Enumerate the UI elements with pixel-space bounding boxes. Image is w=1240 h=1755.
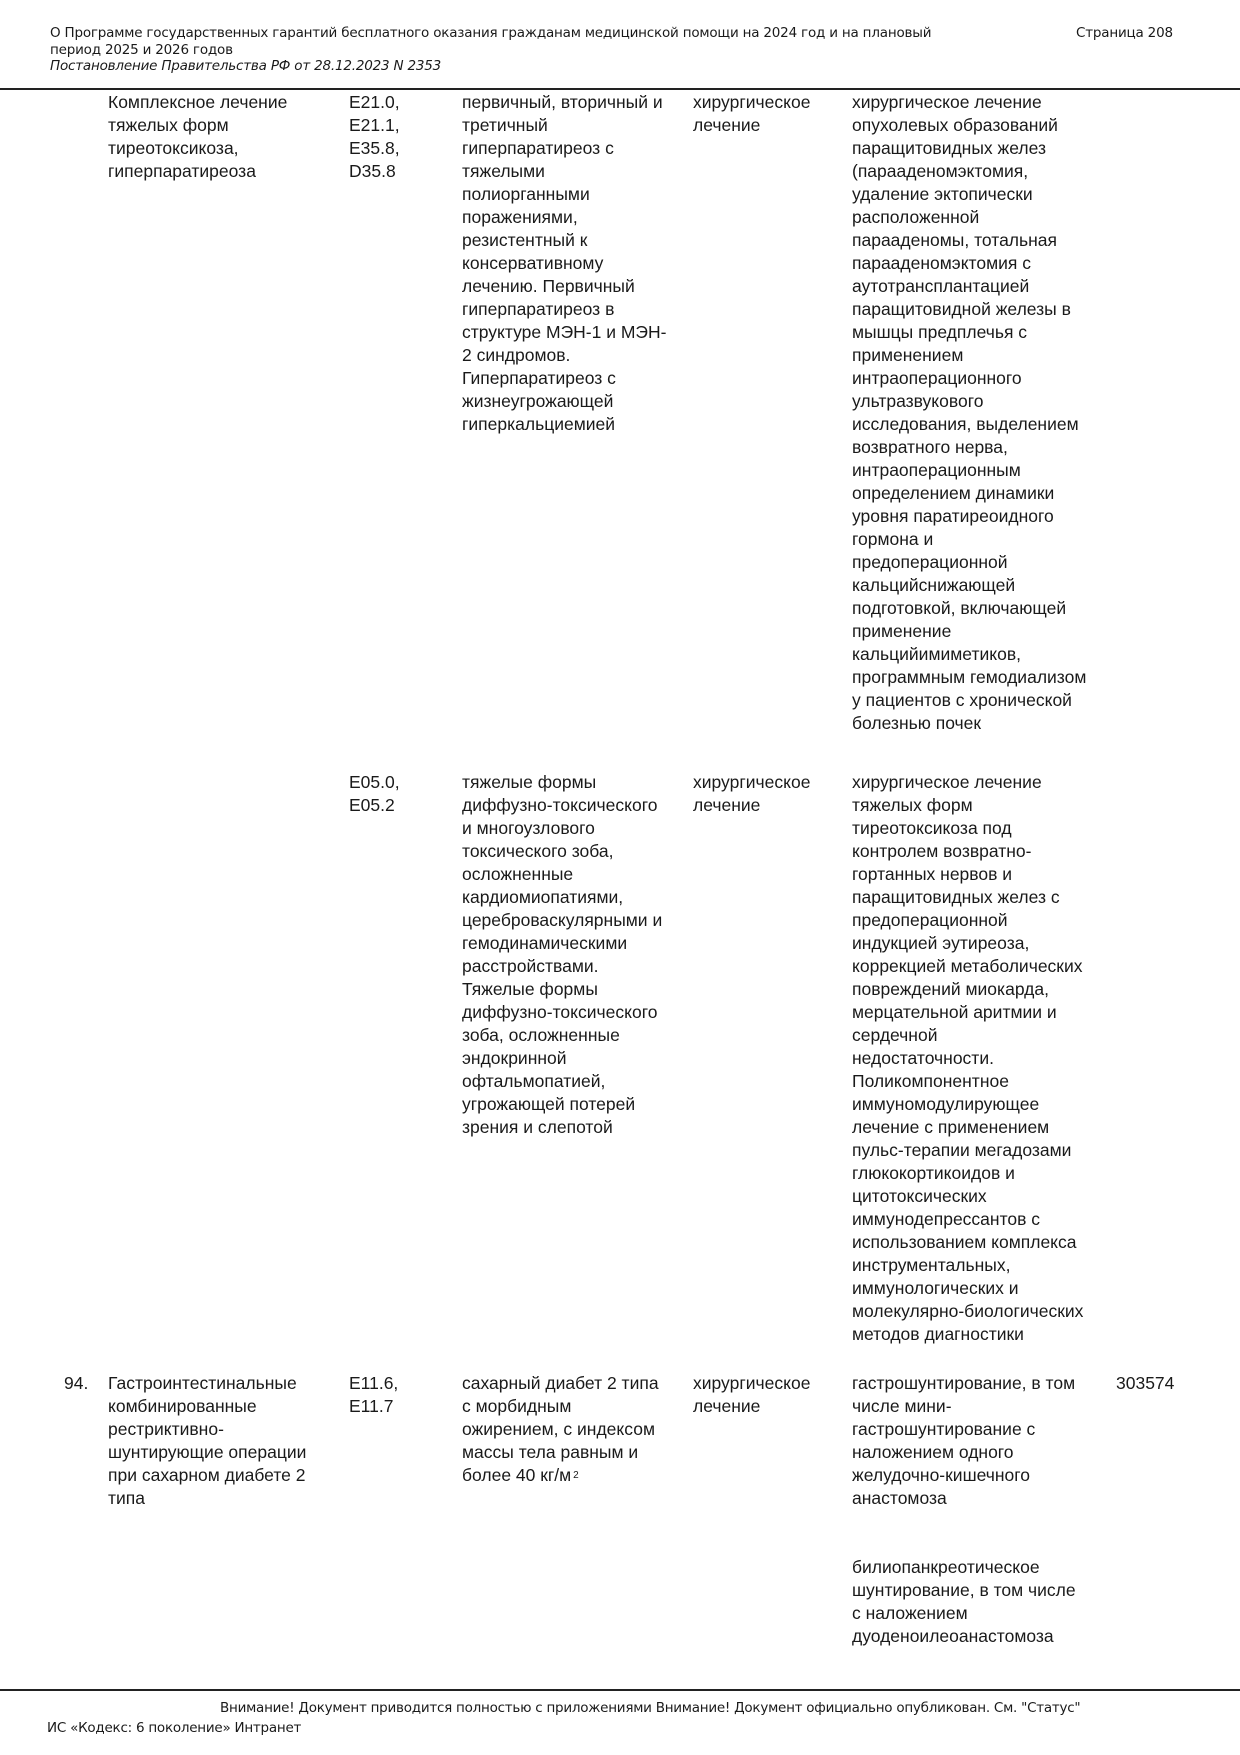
- row-codes: E21.0, E21.1, E35.8, D35.8: [349, 92, 400, 181]
- footer-notice: Внимание! Документ приводится полностью с приложениями Внимание! Документ официально опубликован. См. "Статус": [220, 1700, 1081, 1716]
- row-method: хирургическое лечение тяжелых форм тиреотоксикоза под контролем возвратно- гортанных нервов и паращитовидных желез с предоперационной индукцией эутиреоза, коррекцией метаболических повреждений миокарда, мерцательной аритмии и сердечной недостаточности. Поликомпонентное иммуномодулирующее лечение с применением пульс-терапии мегадозами глюкокортикоидов и цитотоксических иммунодепрессантов с использованием комплекса инструментальных, иммунологических и молекулярно-биологических методов диагностики: [852, 772, 1084, 1344]
- row-codes: E11.6, E11.7: [349, 1373, 399, 1416]
- footer-divider: [0, 1689, 1240, 1691]
- row-treatment-type: хирургическое лечение: [693, 1373, 811, 1416]
- superscript-squared: 2: [573, 1470, 579, 1481]
- row-cost: 303574: [1116, 1373, 1175, 1393]
- document-title-line1: О Программе государственных гарантий бесплатного оказания гражданам медицинской помощи на 2024 год и на плановый: [50, 25, 932, 41]
- row-treatment-type: хирургическое лечение: [693, 92, 811, 135]
- row-method-alt: билиопанкреотическое шунтирование, в том числе с наложением дуоденоилеоанастомоза: [852, 1557, 1076, 1646]
- row-name: Гастроинтестинальные комбинированные рестриктивно- шунтирующие операции при сахарном диабете 2 типа: [108, 1373, 307, 1508]
- row-treatment-type: хирургическое лечение: [693, 772, 811, 815]
- document-subtitle: Постановление Правительства РФ от 28.12.2023 N 2353: [50, 58, 442, 74]
- page-number: Страница 208: [1076, 25, 1173, 41]
- row-diagnosis: [462, 1372, 692, 1487]
- row-diagnosis-text: сахарный диабет 2 типа с морбидным ожирением, с индексом массы тела равным и более 40 кг/м: [462, 1373, 659, 1485]
- row-codes: E05.0, E05.2: [349, 772, 400, 815]
- row-diagnosis: первичный, вторичный и третичный гиперпаратиреоз с тяжелыми полиорганными поражениями, резистентный к консервативному лечению. Первичный гиперпаратиреоз в структуре МЭН-1 и МЭН- 2 синдромов. Гиперпаратиреоз с жизнеугрожающей гиперкальциемией: [462, 92, 667, 434]
- row-method: гастрошунтирование, в том числе мини- гастрошунтирование с наложением одного желудочно-кишечного анастомоза: [852, 1373, 1076, 1508]
- row-name: Комплексное лечение тяжелых форм тиреотоксикоза, гиперпаратиреоза: [108, 92, 288, 181]
- document-title-line2: период 2025 и 2026 годов: [50, 41, 233, 58]
- row-number: 94.: [64, 1373, 89, 1393]
- footer-system: ИС «Кодекс: 6 поколение» Интранет: [47, 1720, 302, 1736]
- row-diagnosis: тяжелые формы диффузно-токсического и многоузлового токсического зоба, осложненные кардиомиопатиями, цереброваскулярными и гемодинамическими расстройствами. Тяжелые формы диффузно-токсического зоба, осложненные эндокринной офтальмопатией, угрожающей потерей зрения и слепотой: [462, 772, 663, 1137]
- document-header: [50, 25, 1030, 75]
- header-divider: [0, 88, 1240, 90]
- row-method: хирургическое лечение опухолевых образований паращитовидных желез (парааденомэктомия, удаление эктопически расположенной парааденомы, тотальная парааденомэктомия с аутотрансплантацией паращитовидной железы в мышцы предплечья с применением интраоперационного ультразвукового исследования, выделением возвратного нерва, интраоперационным определением динамики уровня паратиреоидного гормона и предоперационной кальцийснижающей подготовкой, включающей применение кальцийимиметиков, программным гемодиализом у пациентов с хронической болезнью почек: [852, 92, 1087, 733]
